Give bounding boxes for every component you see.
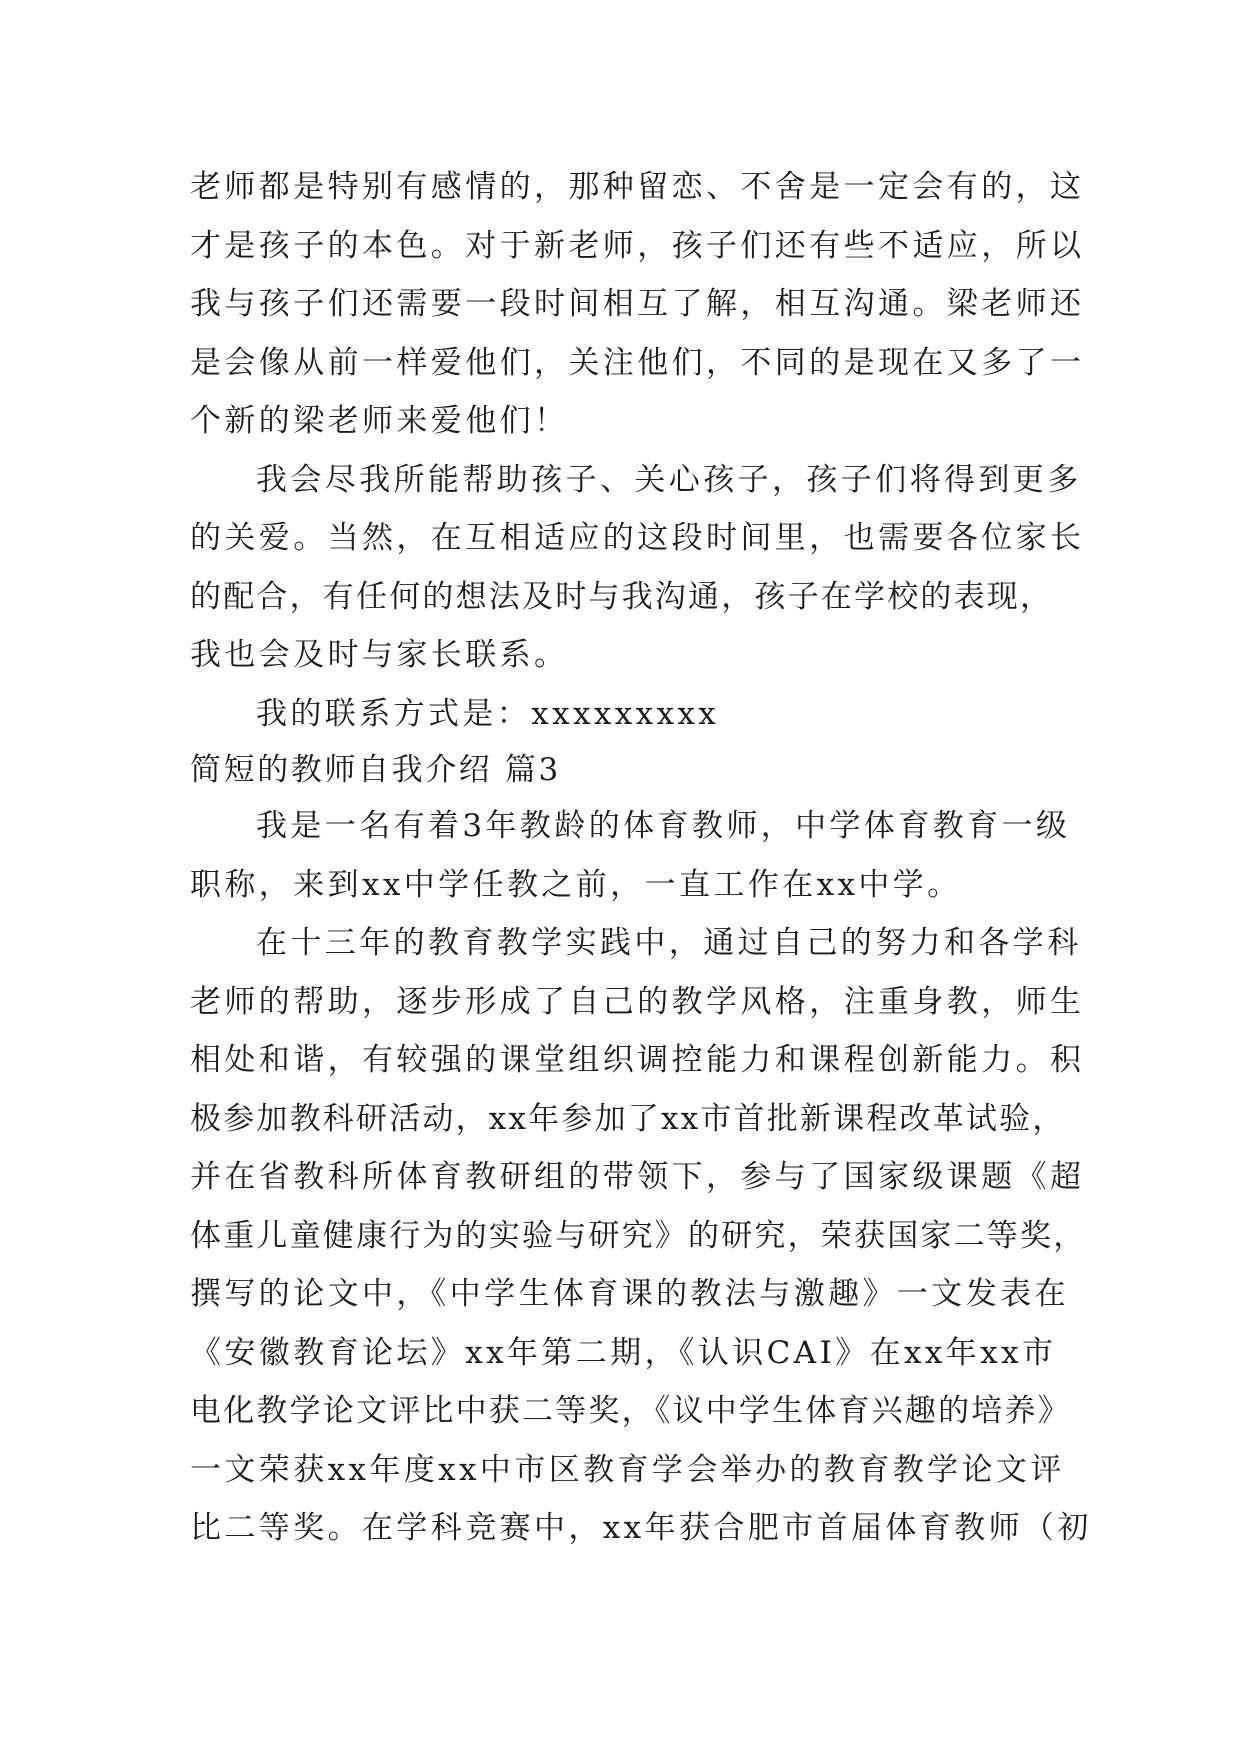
paragraph-line: 极参加教科研活动，xx年参加了xx市首批新课程改革试验， — [190, 1100, 1066, 1137]
paragraph-line: 相处和谐，有较强的课堂组织调控能力和课程创新能力。积 — [190, 1042, 1085, 1078]
paragraph-line: 我会尽我所能帮助孩子、关心孩子，孩子们将得到更多 — [256, 461, 1082, 498]
paragraph-line: 体重儿童健康行为的实验与研究》的研究，荣获国家二等奖， — [190, 1217, 1087, 1254]
paragraph-line: 撰写的论文中，《中学生体育课的教法与激趣》一文发表在 — [190, 1276, 1069, 1312]
paragraph-line: 老师都是特别有感情的，那种留恋、不舍是一定会有的，这 — [190, 169, 1085, 205]
paragraph-line: 才是孩子的本色。对于新老师，孩子们还有些不适应，所以 — [190, 227, 1085, 264]
paragraph-line: 是会像从前一样爱他们，关注他们，不同的是现在又多了一 — [190, 344, 1085, 381]
paragraph-line: 电化教学论文评比中获二等奖，《议中学生体育兴趣的培养》 — [190, 1393, 1071, 1429]
contact-line: 我的联系方式是：xxxxxxxxx — [256, 695, 720, 732]
paragraph-line: 比二等奖。在学科竞赛中，xx年获合肥市首届体育教师（初 — [190, 1510, 1092, 1546]
paragraph-line: 我是一名有着3年教龄的体育教师，中学体育教育一级 — [256, 808, 1071, 844]
paragraph-line: 我也会及时与家长联系。 — [190, 637, 569, 673]
paragraph-line: 老师的帮助，逐步形成了自己的教学风格，注重身教，师生 — [190, 983, 1085, 1020]
paragraph-line: 在十三年的教育教学实践中，通过自己的努力和各学科 — [256, 925, 1082, 961]
paragraph-line: 职称，来到xx中学任教之前，一直工作在xx中学。 — [190, 866, 962, 903]
paragraph-line: 《安徽教育论坛》xx年第二期，《认识CAI》在xx年xx市 — [190, 1334, 1057, 1371]
paragraph-line: 我与孩子们还需要一段时间相互了解，相互沟通。梁老师还 — [190, 286, 1085, 322]
paragraph-line: 个新的梁老师来爱他们！ — [190, 403, 569, 439]
paragraph-line: 的配合，有任何的想法及时与我沟通，孩子在学校的表现， — [190, 578, 1054, 615]
document-body — [190, 158, 1092, 1558]
paragraph-line: 并在省教科所体育教研组的带领下，参与了国家级课题《超 — [190, 1159, 1085, 1195]
paragraph-line: 的关爱。当然，在互相适应的这段时间里，也需要各位家长 — [190, 520, 1085, 556]
section-heading: 简短的教师自我介绍 篇3 — [190, 752, 561, 788]
paragraph-line: 一文荣获xx年度xx中市区教育学会举办的教育教学论文评 — [190, 1451, 1065, 1488]
